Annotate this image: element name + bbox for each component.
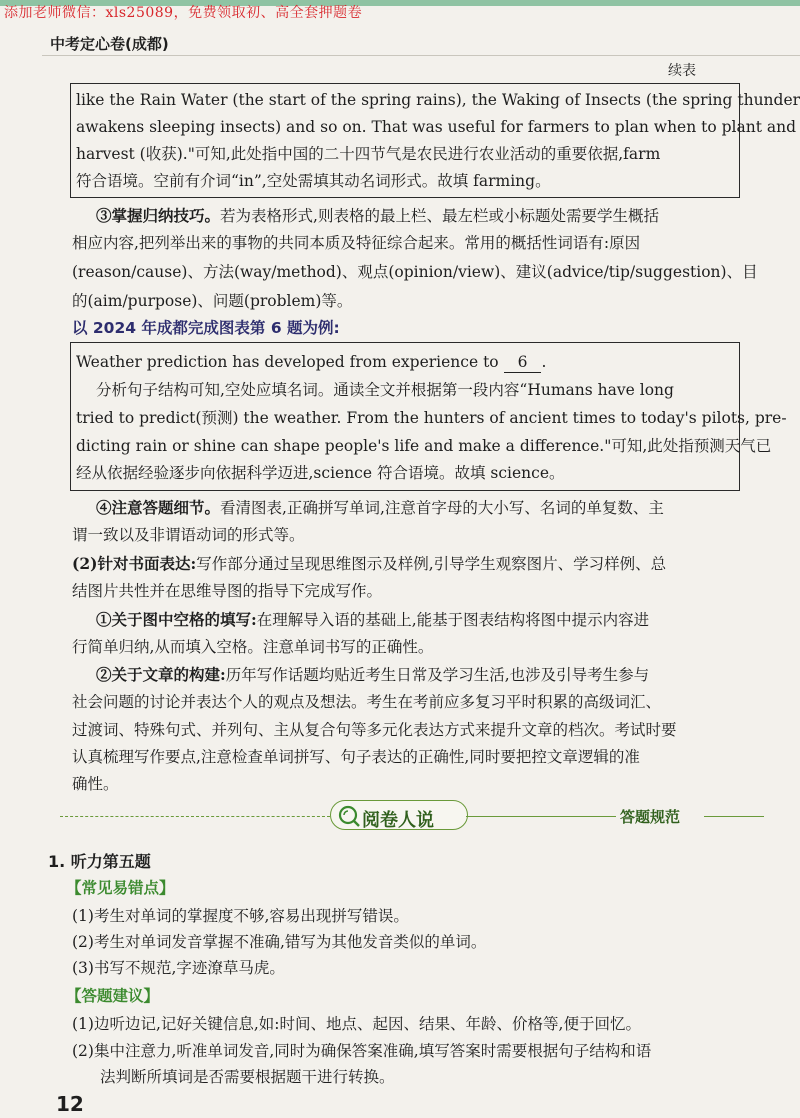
writing-sub2-line5: 确性。 [72,775,119,793]
box1-line: 符合语境。空前有介词“in”,空处需填其动名词形式。故填 farming。 [76,172,551,190]
error-item: (3)书写不规范,字迹潦草马虎。 [72,959,285,977]
box2-question [76,352,546,373]
box2-line: tried to predict(预测) the weather. From the hunters of ancient times to today's pilots, pre- [76,409,787,427]
advice-label: 【答题建议】 [66,987,160,1005]
error-item: (2)考生对单词发音掌握不准确,错写为其他发音类似的单词。 [72,933,487,951]
watermark-text: 添加老师微信：xls25089，免费领取初、高全套押题卷 [4,5,363,21]
sub2-text: 历年写作话题均贴近考生日常及学习生活,也涉及引导考生参与 [225,666,650,684]
tip4-label: ④注意答题细节。 [96,498,221,517]
tip4-line2: 谓一致以及非谓语动词的形式等。 [72,526,305,544]
example-intro: 以 2024 年成都完成图表第 6 题为例: [72,319,340,337]
banner-tag: 答题规范 [620,808,681,826]
writing-sub2-line2: 社会问题的讨论并表达个人的观点及想法。考生在考前应多复习平时积累的高级词汇、 [72,693,662,711]
advice-item: (2)集中注意力,听准单词发音,同时为确保答案准确,填写答案时需要根据句子结构和语 [72,1042,652,1060]
tip3-line3: (reason/cause)、方法(way/method)、观点(opinion/view)、建议(advice/tip/suggestion)、目 [72,263,758,281]
box1-line: awakens sleeping insects) and so on. That was useful for farmers to plan when to plant and [76,118,797,136]
advice-item: (1)边听边记,记好关键信息,如:时间、地点、起因、结果、年龄、价格等,便于回忆。 [72,1015,641,1033]
banner-rule-end [704,816,764,817]
writing-sub1-line2: 行简单归纳,从而填入空格。注意单词书写的正确性。 [72,638,434,656]
section1-title: 1. 听力第五题 [48,852,151,871]
writing-sub2-line4: 认真梳理写作要点,注意检查单词拼写、句子表达的正确性,同时要把控文章逻辑的准 [72,748,640,766]
tip4-line1 [96,498,664,518]
banner-title: 阅卷人说 [362,810,434,831]
box1-line: harvest (收获)."可知,此处指中国的二十四节气是农民进行农业活动的重要依据,farm [76,145,661,163]
box2-line: 分析句子结构可知,空处应填名词。通读全文并根据第一段内容“Humans have long [96,381,674,399]
writing-line1 [72,554,666,574]
continued-label: 续表 [668,63,696,79]
sub1-text: 在理解导入语的基础上,能基于图表结构将图中提示内容进 [256,611,650,629]
tip3-text: 若为表格形式,则表格的最上栏、最左栏或小标题处需要学生概括 [220,207,659,225]
banner-rule-right [466,816,616,817]
magnifier-icon [338,805,360,827]
writing-text: 写作部分通过呈现思维图示及样例,引导学生观察图片、学习样例、总 [196,555,667,573]
page-number: 12 [56,1092,84,1116]
box1-line: like the Rain Water (the start of the spring rains), the Waking of Insects (the spring thunder [76,91,800,109]
writing-sub1 [96,610,649,630]
error-item: (1)考生对单词的掌握度不够,容易出现拼写错误。 [72,907,409,925]
tip4-text: 看清图表,正确拼写单词,注意首字母的大小写、名词的单复数、主 [220,499,664,517]
advice-item: 法判断所填词是否需要根据题干进行转换。 [100,1068,395,1086]
sub2-label: ②关于文章的构建: [96,665,226,684]
answer-blank: 6 [504,352,542,373]
question-end: . [541,353,547,371]
sub1-label: ①关于图中空格的填写: [96,610,257,629]
book-title: 中考定心卷(成都) [50,35,169,53]
writing-sub2 [96,665,649,685]
tip3-line4: 的(aim/purpose)、问题(problem)等。 [72,292,353,310]
tip3-line1 [96,206,659,226]
writing-label: (2)针对书面表达: [72,554,197,573]
header-rule [42,55,800,56]
writing-line2: 结图片共性并在思维导图的指导下完成写作。 [72,582,383,600]
banner-rule-left [60,816,330,817]
box2-line: dicting rain or shine can shape people's life and make a difference."可知,此处指预测天气已 [76,437,772,455]
question-text: Weather prediction has developed from experience to [76,353,499,371]
writing-sub2-line3: 过渡词、特殊句式、并列句、主从复合句等多元化表达方式来提升文章的档次。考试时要 [72,721,677,739]
errors-label: 【常见易错点】 [66,879,175,897]
tip3-label: ③掌握归纳技巧。 [96,206,221,225]
tip3-line2: 相应内容,把列举出来的事物的共同本质及特征综合起来。常用的概括性词语有:原因 [72,234,641,252]
box2-line: 经从依据经验逐步向依据科学迈进,science 符合语境。故填 science。 [76,464,565,482]
